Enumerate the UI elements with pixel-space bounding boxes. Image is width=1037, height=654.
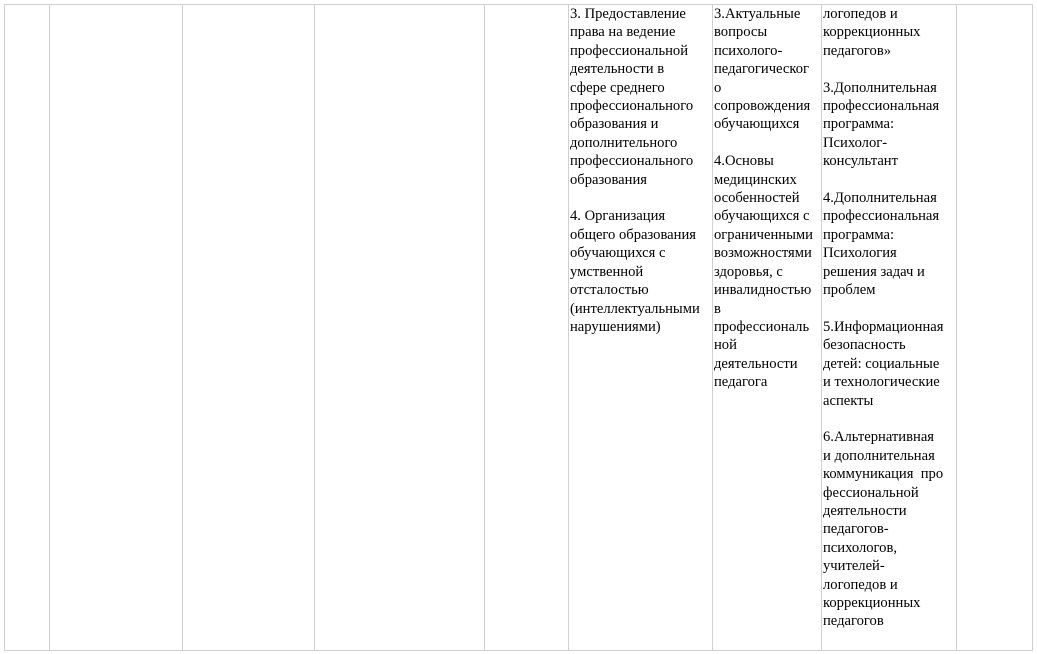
- column-border: [49, 4, 50, 651]
- column-border: [4, 4, 5, 651]
- table-cell-programs-topics: 3.Актуальные вопросы психолого- педагогическог о сопровождения обучающихся 4.Основы медицинских особенностей обучающихся с ограниченными возможностями здоровья, с инвалидностью в профессиональ ной деятельности педагога: [714, 6, 813, 391]
- column-border: [1032, 4, 1033, 651]
- table-bottom-border: [4, 650, 1033, 651]
- table-cell-additional-programs: логопедов и коррекционных педагогов» 3.Дополнительная профессиональная программа: Психолог- консультант 4.Дополнительная профессиональная программа: Психология решения задач и проблем 5.Информационная безопасность детей: социальные и технологические аспекты 6.Альтернативная и дополнительная коммуникация про фессиональной деятельности педагогов- психологов, учителей- логопедов и коррекционных педагогов: [823, 6, 944, 630]
- column-border: [712, 4, 713, 651]
- column-border: [568, 4, 569, 651]
- column-border: [182, 4, 183, 651]
- column-border: [314, 4, 315, 651]
- table-cell-programs-rights: 3. Предоставление права на ведение профессиональной деятельности в сфере среднего профессионального образования и дополнительного профессионального образования 4. Организация общего образования обучающихся с умственной отсталостью (интеллектуальными нарушениями): [570, 6, 700, 335]
- column-border: [484, 4, 485, 651]
